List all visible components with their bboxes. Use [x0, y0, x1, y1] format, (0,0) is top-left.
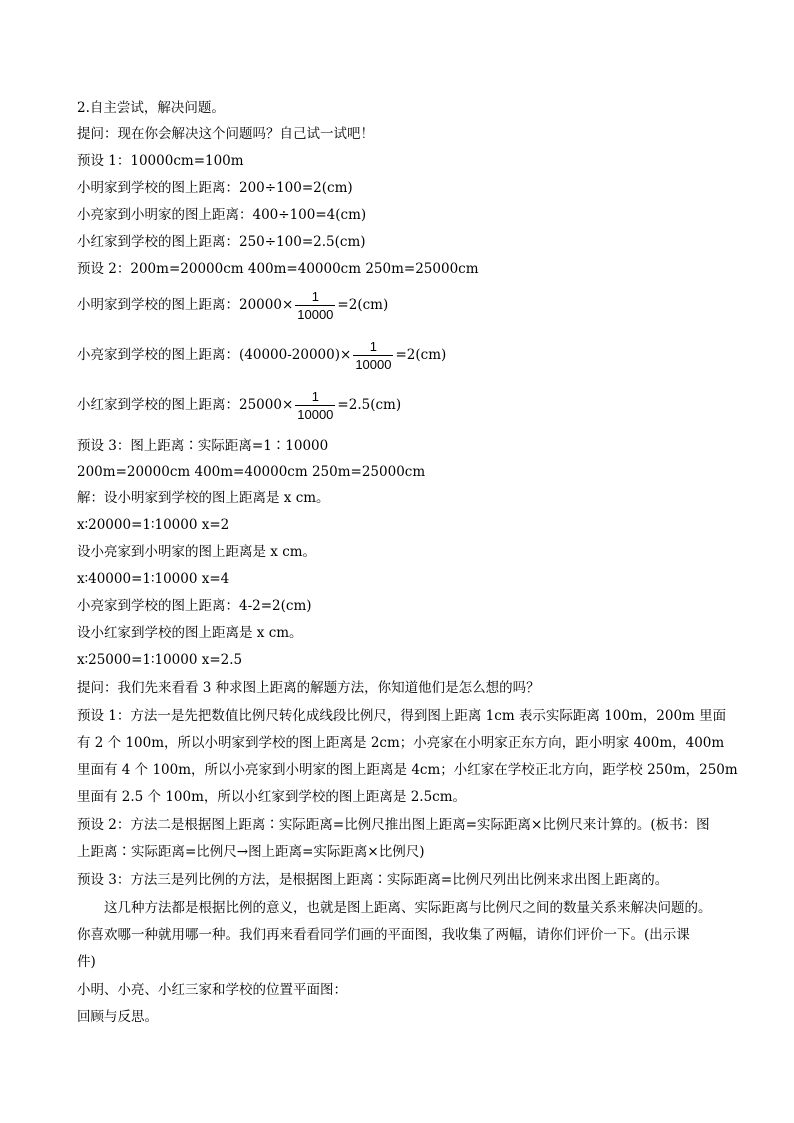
section-heading: 2.自主尝试，解决问题。 — [77, 100, 225, 116]
text-line: 预设 3：图上距离∶实际距离=1∶10000 — [77, 438, 329, 454]
fraction-equation — [77, 287, 388, 322]
fraction — [295, 388, 335, 423]
text-line: 小亮家到学校的图上距离：4-2=2(cm) — [77, 598, 312, 614]
fraction-numerator: 1 — [311, 289, 319, 304]
text-line: 回顾与反思。 — [77, 1009, 158, 1025]
text-line: 小明、小亮、小红三家和学校的位置平面图： — [77, 982, 347, 998]
text-line: 解：设小明家到学校的图上距离是 x cm。 — [77, 490, 330, 506]
fraction — [295, 288, 335, 323]
text-line: 设小红家到学校的图上距离是 x cm。 — [77, 625, 303, 641]
text-line: 上距离∶实际距离=比例尺→图上距离=实际距离×比例尺) — [77, 844, 425, 860]
text-line: x∶25000=1∶10000 x=2.5 — [77, 652, 243, 668]
text-line: 小红家到学校的图上距离：250÷100=2.5(cm) — [77, 234, 366, 250]
equation-left: 小亮家到学校的图上距离：(40000-20000)× — [77, 346, 352, 363]
fraction-equation — [77, 337, 446, 372]
paragraph-line: 这几种方法都是根据比例的意义，也就是图上距离、实际距离与比例尺之间的数量关系来解决问题的。 — [104, 900, 712, 916]
equation-left: 小红家到学校的图上距离：25000× — [77, 396, 294, 413]
text-line: 小明家到学校的图上距离：200÷100=2(cm) — [77, 180, 353, 196]
fraction-denominator: 10000 — [297, 407, 334, 422]
equation-right: =2.5(cm) — [337, 396, 402, 413]
text-line: 预设 2：200m=20000cm 400m=40000cm 250m=25000cm — [77, 261, 479, 277]
equation-right: =2(cm) — [395, 346, 447, 363]
text-line: x∶40000=1∶10000 x=4 — [77, 571, 230, 587]
fraction-denominator: 10000 — [355, 357, 392, 372]
text-line: 里面有 4 个 100m，所以小亮家到小明家的图上距离是 4cm；小红家在学校正北方向，距学校 250m，250m — [77, 762, 738, 778]
text-line: 预设 3：方法三是列比例的方法，是根据图上距离∶实际距离=比例尺列出比例来求出图上距离的。 — [77, 872, 669, 888]
fraction — [353, 338, 393, 373]
equation-left: 小明家到学校的图上距离：20000× — [77, 296, 294, 313]
question-text: 提问：现在你会解决这个问题吗？自己试一试吧！ — [77, 126, 374, 142]
text-line: 预设 1：方法一是先把数值比例尺转化成线段比例尺，得到图上距离 1cm 表示实际距离 100m，200m 里面 — [77, 708, 727, 724]
text-line: 预设 1：10000cm=100m — [77, 153, 244, 169]
equation-right: =2(cm) — [337, 296, 389, 313]
text-line: 里面有 2.5 个 100m，所以小红家到学校的图上距离是 2.5cm。 — [77, 789, 467, 805]
text-line: 有 2 个 100m，所以小明家到学校的图上距离是 2cm；小亮家在小明家正东方向，距小明家 400m，400m — [77, 735, 725, 751]
text-line: 小亮家到小明家的图上距离：400÷100=4(cm) — [77, 207, 367, 223]
fraction-numerator: 1 — [311, 389, 319, 404]
text-line: 设小亮家到小明家的图上距离是 x cm。 — [77, 544, 317, 560]
text-line: 200m=20000cm 400m=40000cm 250m=25000cm — [77, 464, 426, 480]
text-line: 预设 2：方法二是根据图上距离∶实际距离=比例尺推出图上距离=实际距离×比例尺来计算的。(板书：图 — [77, 817, 710, 833]
paragraph-line: 你喜欢哪一种就用哪一种。我们再来看看同学们画的平面图，我收集了两幅，请你们评价一下。(出示课 — [77, 927, 690, 943]
fraction-denominator: 10000 — [297, 307, 334, 322]
text-line: x∶20000=1∶10000 x=2 — [77, 517, 230, 533]
question-text: 提问：我们先来看看 3 种求图上距离的解题方法，你知道他们是怎么想的吗？ — [77, 680, 540, 696]
fraction-numerator: 1 — [369, 339, 377, 354]
paragraph-line: 件) — [77, 954, 96, 970]
fraction-equation — [77, 387, 401, 422]
